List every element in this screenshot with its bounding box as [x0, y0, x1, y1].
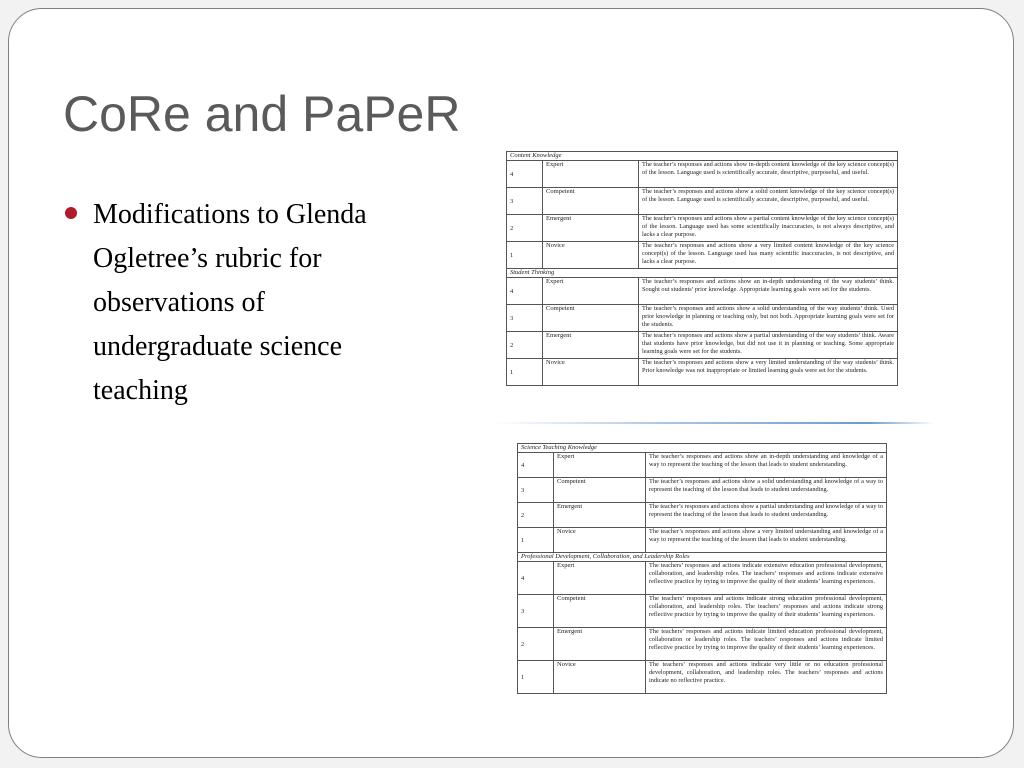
rubric-score: 3 [518, 595, 554, 628]
rubric-row [518, 595, 887, 628]
rubric-level: Expert [554, 562, 646, 595]
rubric-level: Novice [543, 359, 639, 386]
rubric-row [518, 528, 887, 553]
rubric-row [518, 478, 887, 503]
rubric-level: Expert [543, 278, 639, 305]
rubric-row [507, 332, 898, 359]
rubric-description: The teacher’s responses and actions show a partial understanding of the way students’ think. Aware that students have prior knowledge, but did not use it in planning or teaching. Some appropriate learning goals were set for the students. [639, 332, 898, 359]
rubric-level: Competent [543, 305, 639, 332]
rubric-description: The teachers’ responses and actions indicate strong education professional development, collaboration, and leadership roles. The teachers’ responses and actions indicate strong reflective practice by trying to improve the quality of their students’ learning experiences. [646, 595, 887, 628]
rubric-level: Novice [554, 528, 646, 553]
rubric-score: 4 [507, 278, 543, 305]
rubric-row [507, 242, 898, 269]
rubric-score: 3 [518, 478, 554, 503]
slide-title: CoRe and PaPeR [63, 86, 461, 142]
rubric-score: 3 [507, 188, 543, 215]
rubric-row [507, 215, 898, 242]
rubric-score: 4 [507, 161, 543, 188]
rubric-description: The teacher’s responses and actions show a solid content knowledge of the key science concept(s) of the lesson. Language used is scientifically accurate, descriptive, purposeful, and useful. [639, 188, 898, 215]
rubric-description: The teacher’s responses and actions show a solid understanding of the way students’ think. Used prior knowledge in planning or teaching only, but not both. Appropriate learning goals were set for the students. [639, 305, 898, 332]
rubric-row [518, 628, 887, 661]
rubric-level: Emergent [543, 215, 639, 242]
rubric-description: The teacher’s responses and actions show a very limited content knowledge of the key science concept(s) of the lesson. Language used has many scientific inaccuracies, is not descriptive, and lacks a clear purpose. [639, 242, 898, 269]
rubric-level: Emergent [543, 332, 639, 359]
bullet-list [65, 193, 415, 413]
rubric-table-science-teaching [517, 443, 887, 694]
rubric-score: 1 [507, 359, 543, 386]
rubric-score: 1 [518, 661, 554, 694]
rubric-section-header: Content Knowledge [507, 152, 898, 161]
rubric-score: 1 [507, 242, 543, 269]
rubric-row [507, 359, 898, 386]
rubric-level: Novice [554, 661, 646, 694]
rubric-description: The teacher’s responses and actions show a partial understanding and knowledge of a way to represent the teaching of the lesson that leads to student understanding. [646, 503, 887, 528]
rubric-row [507, 278, 898, 305]
rubric-description: The teacher’s responses and actions show an in-depth understanding and knowledge of a way to represent the teaching of the lesson that leads to student understanding. [646, 453, 887, 478]
rubric-section-header: Professional Development, Collaboration, and Leadership Roles [518, 553, 887, 562]
rubric-row [507, 161, 898, 188]
rubric-description: The teacher’s responses and actions show a very limited understanding and knowledge of a way to represent the teaching of the lesson that leads to student understanding. [646, 528, 887, 553]
rubric-score: 2 [507, 332, 543, 359]
rubric-score: 1 [518, 528, 554, 553]
rubric-description: The teacher’s responses and actions show an in-depth understanding of the way students’ think. Sought out students’ prior knowledge. Appropriate learning goals were set for the students. [639, 278, 898, 305]
rubric-row [518, 562, 887, 595]
rubric-score: 3 [507, 305, 543, 332]
rubric-row [518, 661, 887, 694]
slide [8, 8, 1014, 758]
rubric-level: Emergent [554, 503, 646, 528]
rubric-description: The teacher’s responses and actions show a partial content knowledge of the key science concept(s) of the lesson. Language used has some scientifically inaccuracies, is not always descriptive, and lacks a clear purpose. [639, 215, 898, 242]
rubric-section-header: Student Thinking [507, 269, 898, 278]
bullet-text: Modifications to Glenda Ogletree’s rubric for observations of undergraduate science teaching [93, 199, 367, 406]
rubric-level: Emergent [554, 628, 646, 661]
bullet-dot-icon [65, 207, 77, 219]
rubric-score: 2 [518, 628, 554, 661]
rubric-row [518, 453, 887, 478]
rubric-row [507, 305, 898, 332]
rubric-level: Expert [543, 161, 639, 188]
bullet-item [65, 193, 415, 413]
rubric-description: The teacher’s responses and actions show in-depth content knowledge of the key science concept(s) of the lesson. Language used is scientifically accurate, descriptive, purposeful, and useful. [639, 161, 898, 188]
divider-line [493, 422, 935, 424]
rubric-score: 2 [518, 503, 554, 528]
rubric-score: 4 [518, 562, 554, 595]
rubric-level: Competent [554, 595, 646, 628]
rubric-description: The teacher’s responses and actions show a solid understanding and knowledge of a way to represent the teaching of the lesson that leads to student understanding. [646, 478, 887, 503]
rubric-row [518, 503, 887, 528]
rubric-level: Competent [543, 188, 639, 215]
rubric-description: The teacher’s responses and actions show a very limited understanding of the way students’ think. Prior knowledge was not inappropriate or limited learning goals were set for the students. [639, 359, 898, 386]
rubric-table-content-knowledge [506, 151, 898, 386]
rubric-score: 4 [518, 453, 554, 478]
rubric-description: The teachers’ responses and actions indicate extensive education professional development, collaboration, and leadership roles. The teachers’ responses and actions indicate extensive reflective practice by trying to improve the quality of their students’ learning experiences. [646, 562, 887, 595]
rubric-description: The teachers’ responses and actions indicate very little or no education professional development, collaboration, and leadership roles. The teachers’ responses and actions indicate no reflective practice. [646, 661, 887, 694]
rubric-level: Expert [554, 453, 646, 478]
rubric-level: Competent [554, 478, 646, 503]
rubric-level: Novice [543, 242, 639, 269]
rubric-section-header: Science Teaching Knowledge [518, 444, 887, 453]
rubric-description: The teachers’ responses and actions indicate limited education professional development, collaboration or leadership roles. The teachers’ responses and actions indicate limited reflective practice by trying to improve the quality of their students’ learning experiences. [646, 628, 887, 661]
rubric-score: 2 [507, 215, 543, 242]
rubric-row [507, 188, 898, 215]
